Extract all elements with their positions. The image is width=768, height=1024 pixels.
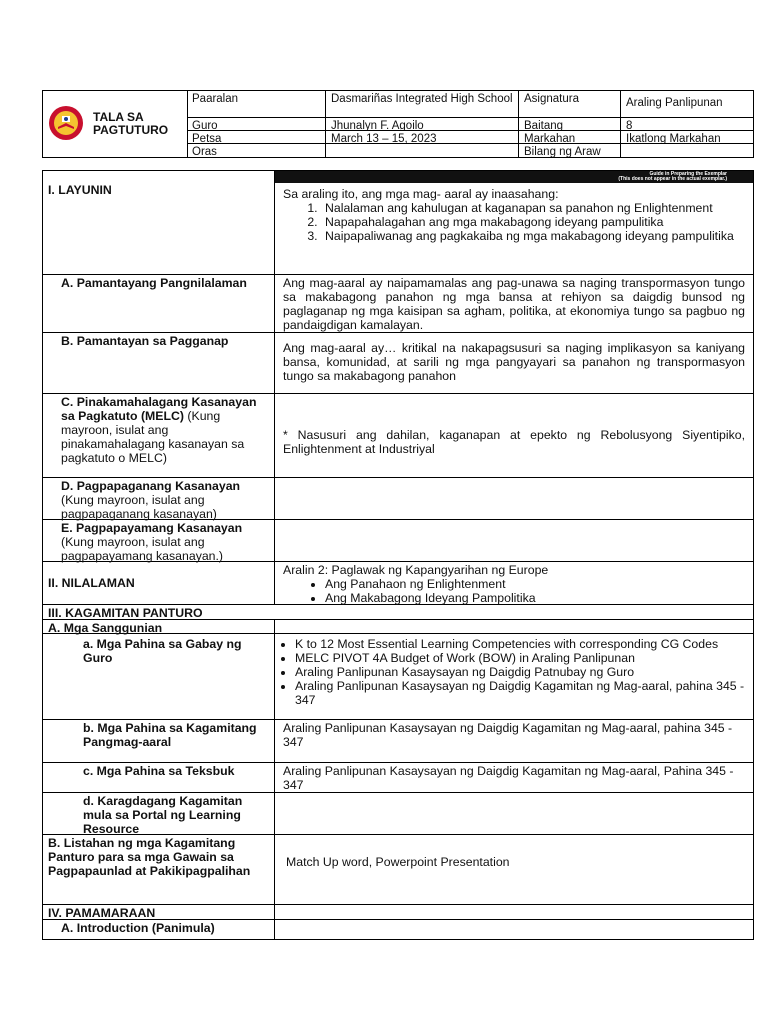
row-listahan [43,835,753,905]
tala-sa-pagtuturo-title [93,111,168,137]
pamantayan-pagganap-label: B. Pamantayan sa Pagganap [43,333,275,393]
layunin-intro: Sa araling ito, ang mga mag- aaral ay inaasahang: [283,187,559,201]
pagpapaganang-content [275,478,753,519]
karagdagang-label: d. Karagdagang Kagamitan mula sa Portal ng Learning Resource [43,793,275,834]
row-pagpapaganang [43,478,753,520]
sanggunian-content [275,620,753,633]
pamantayang-pangnilalaman-label: A. Pamantayang Pangnilalaman [43,275,275,332]
gabay-guro-item: • MELC PIVOT 4A Budget of Work (BOW) in Araling Panlipunan [295,651,745,665]
pamamaraan-content [275,905,753,919]
guide-note-line-1: Guide in Preparing the Exemplar [649,171,727,177]
asignatura-label: Asignatura [519,91,621,118]
row-pagpapayamang [43,520,753,562]
baitang-value: 8 [621,118,753,131]
row-gabay-guro [43,634,753,720]
guro-value: Jhunalyn F. Agoilo [326,118,519,131]
gabay-guro-label: a. Mga Pahina sa Gabay ng Guro [43,634,275,719]
title-line-1: TALA SA [93,110,144,124]
nilalaman-content [275,562,753,604]
gabay-guro-list [283,637,745,707]
pamamaraan-label: IV. PAMAMARAAN [43,905,275,919]
nilalaman-item: • Ang Panahaon ng Enlightenment [325,577,745,591]
paaralan-value: Dasmariñas Integrated High School [326,91,519,118]
introduction-content [275,920,753,939]
teksbuk-text: Araling Panlipunan Kasaysayan ng Daigdig Kagamitan ng Mag-aaral, Pahina 345 - 347 [283,764,734,792]
markahan-label: Markahan [519,131,621,144]
markahan-value: Ikatlong Markahan [621,131,753,144]
gabay-guro-content [275,634,753,719]
guide-note-line-2: (This does not appear in the actual exemplar.) [618,176,727,182]
layunin-item: 3. Naipapaliwanag ang pagkakaiba ng mga makabagong ideyang pampulitika [321,229,745,243]
layunin-item: 1. Nalalaman ang kahulugan at kaganapan sa panahon ng Enlightenment [321,201,745,215]
logo-cell [43,91,188,157]
melc-text: * Nasusuri ang dahilan, kaganapan at epekto ng Rebolusyong Siyentipiko, Enlightenment at Industriyal [283,428,745,456]
layunin-item: 2. Napapahalagahan ang mga makabagong ideyang pampulitika [321,215,745,229]
layunin-list [283,201,745,243]
pagpapaganang-label-bold: D. Pagpapaganang Kasanayan [61,479,241,493]
gabay-guro-item: • Araling Panlipunan Kasaysayan ng Daigdig Patnubay ng Guro [295,665,745,679]
row-karagdagang [43,793,753,835]
bilang-value [621,144,753,157]
paaralan-label: Paaralan [187,91,326,118]
nilalaman-title: Aralin 2: Paglawak ng Kapangyarihan ng Europe [283,563,549,577]
layunin-content [275,171,753,274]
petsa-value: March 13 – 15, 2023 [326,131,519,144]
row-pangmag-aaral [43,720,753,763]
baitang-label: Baitang [519,118,621,131]
gabay-guro-item: • Araling Panlipunan Kasaysayan ng Daigdig Kagamitan ng Mag-aaral, pahina 345 - 347 [295,679,745,707]
pangmag-aaral-label: b. Mga Pahina sa Kagamitang Pangmag-aaral [43,720,275,762]
header-table [42,90,754,158]
row-nilalaman [43,562,753,605]
layunin-label: I. LAYUNIN [43,171,275,274]
gabay-guro-item: • K to 12 Most Essential Learning Competencies with corresponding CG Codes [295,637,745,651]
melc-label [43,394,275,477]
melc-label-rest: (Kung mayroon, isulat ang pinakamahalagang kasanayan sa pagkatuto o MELC) [61,409,245,465]
lesson-plan-table [42,170,754,940]
row-layunin [43,171,753,275]
row-sanggunian [43,620,753,634]
oras-value [326,144,519,157]
pagpapayamang-label-bold: E. Pagpapayamang Kasanayan [61,521,243,535]
listahan-text: Match Up word, Powerpoint Presentation [286,855,510,869]
pamantayan-pagganap-text: Ang mag-aaral ay… kritikal na nakapagsusuri sa naging implikasyon sa kaniyang bansa, komunidad, at sarili ng mga pangyayari sa panahon ng transpormasyon tungo sa makabagong panahon [283,341,745,383]
introduction-label: A. Introduction (Panimula) [43,920,275,939]
asignatura-value: Araling Panlipunan [621,91,753,118]
kagamitan-label: III. KAGAMITAN PANTURO [48,606,203,620]
sanggunian-label: A. Mga Sanggunian [43,620,275,633]
pagpapaganang-label-rest: (Kung mayroon, isulat ang pagpapaganang kasanayan) [61,493,217,521]
pagpapayamang-label-rest: (Kung mayroon, isulat ang pagpapayamang kasanayan.) [61,535,224,563]
guro-label: Guro [187,118,326,131]
nilalaman-label: II. NILALAMAN [43,562,275,604]
row-teksbuk [43,763,753,793]
pagpapayamang-content [275,520,753,561]
karagdagang-content [275,793,753,834]
teksbuk-label: c. Mga Pahina sa Teksbuk [43,763,275,792]
title-line-2: PAGTUTURO [93,123,169,137]
school-seal-icon [48,105,84,141]
row-kagamitan [43,605,753,620]
petsa-label: Petsa [187,131,326,144]
melc-label-bold: C. Pinakamahalagang Kasanayan sa Pagkatuto (MELC) [61,395,257,423]
row-introduction [43,920,753,939]
row-pamantayang-pangnilalaman [43,275,753,333]
pamantayang-pangnilalaman-text: Ang mag-aaral ay naipamamalas ang pag-unawa sa naging transpormasyon tungo sa makabagong panahon ng mga bansa at rehiyon sa daigdig bunsod ng paglaganap ng mga kaisipan sa agham, politika, at ekonomiya tungo sa pagbuo ng pandaigdigan kamalayan. [283,276,745,332]
pagpapaganang-label [43,478,275,519]
oras-label: Oras [187,144,326,157]
bilang-label: Bilang ng Araw [519,144,621,157]
pangmag-aaral-text: Araling Panlipunan Kasaysayan ng Daigdig Kagamitan ng Mag-aaral, pahina 345 - 347 [283,721,733,749]
pagpapayamang-label [43,520,275,561]
nilalaman-list [283,577,745,605]
row-pamantayan-pagganap [43,333,753,394]
nilalaman-item: • Ang Makabagong Ideyang Pampolitika [325,591,745,605]
row-pamamaraan [43,905,753,920]
listahan-label: B. Listahan ng mga Kagamitang Panturo para sa mga Gawain sa Pagpapaunlad at Pakikipagpalihan [43,835,275,904]
row-melc [43,394,753,478]
